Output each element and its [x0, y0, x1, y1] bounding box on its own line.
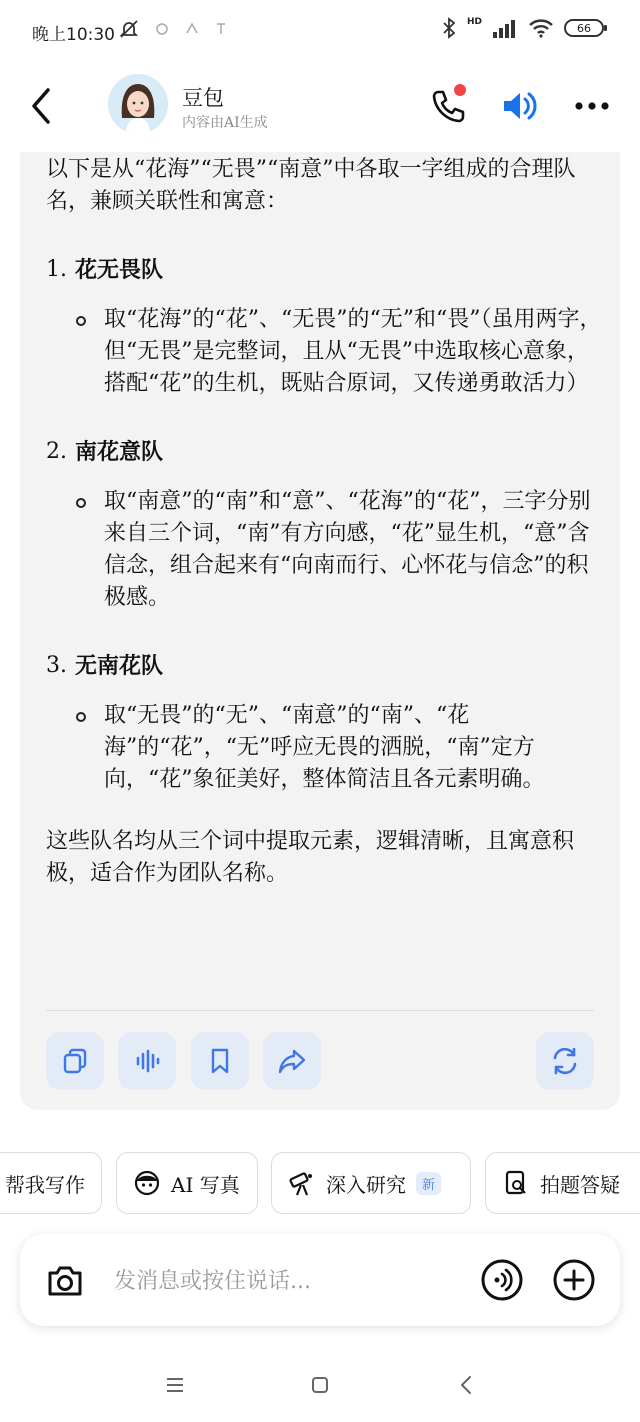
notification-icon: [154, 21, 170, 37]
bluetooth-icon: [441, 16, 457, 40]
item-title: 无南花队: [75, 653, 164, 679]
scan-question-icon: [502, 1169, 530, 1197]
notification-icon: [184, 21, 200, 37]
call-notification-dot: [454, 84, 466, 96]
voice-playback-icon: [132, 1046, 162, 1076]
chip-label: 拍题答疑: [540, 1172, 620, 1197]
item-number: 2.: [46, 439, 67, 464]
conclusion-text: 这些队名均从三个词中提取元素，逻辑清晰，且寓意积极，适合作为团队名称。: [46, 829, 575, 886]
item-number: 1.: [46, 257, 67, 282]
divider: [46, 1010, 594, 1011]
camera-icon[interactable]: [44, 1260, 86, 1302]
quick-action-chips: [0, 1152, 640, 1214]
message-input-bar: [20, 1234, 620, 1326]
bullet-icon: [76, 486, 104, 614]
bot-avatar[interactable]: [108, 74, 168, 134]
item-title: 南花意队: [75, 439, 164, 465]
chip-ai-portrait[interactable]: [116, 1152, 258, 1214]
battery-indicator: [564, 19, 604, 37]
intro-text: 以下是从“花海”“无畏”“南意”中各取一字组成的合理队名，兼顾关联性和寓意：: [46, 157, 576, 214]
assistant-message: [20, 152, 620, 1110]
chip-label: AI 写真: [171, 1172, 240, 1197]
chat-header: [0, 60, 640, 152]
voice-input-icon[interactable]: [480, 1258, 524, 1302]
message-input[interactable]: 发消息或按住说话...: [114, 1269, 311, 1294]
chip-label: 深入研究: [326, 1172, 406, 1197]
copy-button[interactable]: [46, 1032, 104, 1090]
more-options-icon[interactable]: [572, 88, 612, 124]
chip-photo-question[interactable]: [485, 1152, 640, 1214]
face-icon: [133, 1169, 161, 1197]
item-detail-text: 取“无畏”的“无”、“南意”的“南”、“花海”的“花”，“无”呼应无畏的洒脱，“南”定方向，“花”象征美好，整体简洁且各元素明确。: [104, 703, 545, 792]
chip-deep-research[interactable]: [271, 1152, 471, 1214]
list-item-title: [46, 436, 606, 468]
bullet-icon: [76, 700, 104, 796]
list-item-detail: [46, 304, 606, 400]
item-title: 花无畏队: [75, 257, 164, 283]
copy-icon: [60, 1046, 90, 1076]
telescope-icon: [288, 1169, 316, 1197]
item-number: 3.: [46, 653, 67, 678]
avatar-image: [108, 74, 168, 134]
hd-badge: HD: [466, 17, 482, 27]
chip-label: 帮我写作: [5, 1172, 85, 1197]
read-aloud-button[interactable]: [118, 1032, 176, 1090]
system-nav-bar: [0, 1350, 640, 1422]
menu-icon[interactable]: [160, 1370, 190, 1400]
status-right-icons: [441, 16, 604, 40]
back-nav-icon[interactable]: [452, 1370, 482, 1400]
notification-icon: [214, 21, 228, 37]
status-left-icons: [118, 18, 228, 40]
chip-writing[interactable]: [0, 1152, 102, 1214]
battery-level: 66: [577, 21, 591, 35]
bookmark-button[interactable]: [191, 1032, 249, 1090]
list-item-title: [46, 254, 606, 286]
item-detail-text: 取“花海”的“花”、“无畏”的“无”和“畏”（虽用两字，但“无畏”是完整词，且从“无畏”中选取核心意象，搭配“花”的生机，既贴合原词，又传递勇敢活力）: [104, 307, 602, 396]
message-content: [46, 152, 606, 890]
plus-icon[interactable]: [552, 1258, 596, 1302]
ai-generated-note: 内容由AI生成: [182, 115, 268, 131]
signal-icon: [492, 18, 518, 38]
new-badge: 新: [416, 1172, 441, 1195]
wifi-icon: [528, 18, 554, 38]
mute-icon: [118, 18, 140, 40]
home-icon[interactable]: [305, 1370, 335, 1400]
back-icon[interactable]: [26, 84, 56, 128]
bookmark-icon: [205, 1046, 235, 1076]
speaker-icon[interactable]: [498, 86, 538, 126]
status-bar: [0, 0, 640, 60]
share-icon: [277, 1046, 307, 1076]
message-actions: [46, 1032, 594, 1090]
list-item-detail: [46, 700, 606, 796]
regenerate-icon: [549, 1045, 581, 1077]
share-button[interactable]: [263, 1032, 321, 1090]
regenerate-button[interactable]: [536, 1032, 594, 1090]
item-detail-text: 取“南意”的“南”和“意”、“花海”的“花”，三字分别来自三个词，“南”有方向感，“花”显生机，“意”含信念，组合起来有“向南而行、心怀花与信念”的积极感。: [104, 489, 591, 610]
list-item-detail: [46, 486, 606, 614]
list-item-title: [46, 650, 606, 682]
status-time: 晚上10:30: [32, 25, 115, 45]
bullet-icon: [76, 304, 104, 400]
bot-name: 豆包: [182, 86, 224, 110]
